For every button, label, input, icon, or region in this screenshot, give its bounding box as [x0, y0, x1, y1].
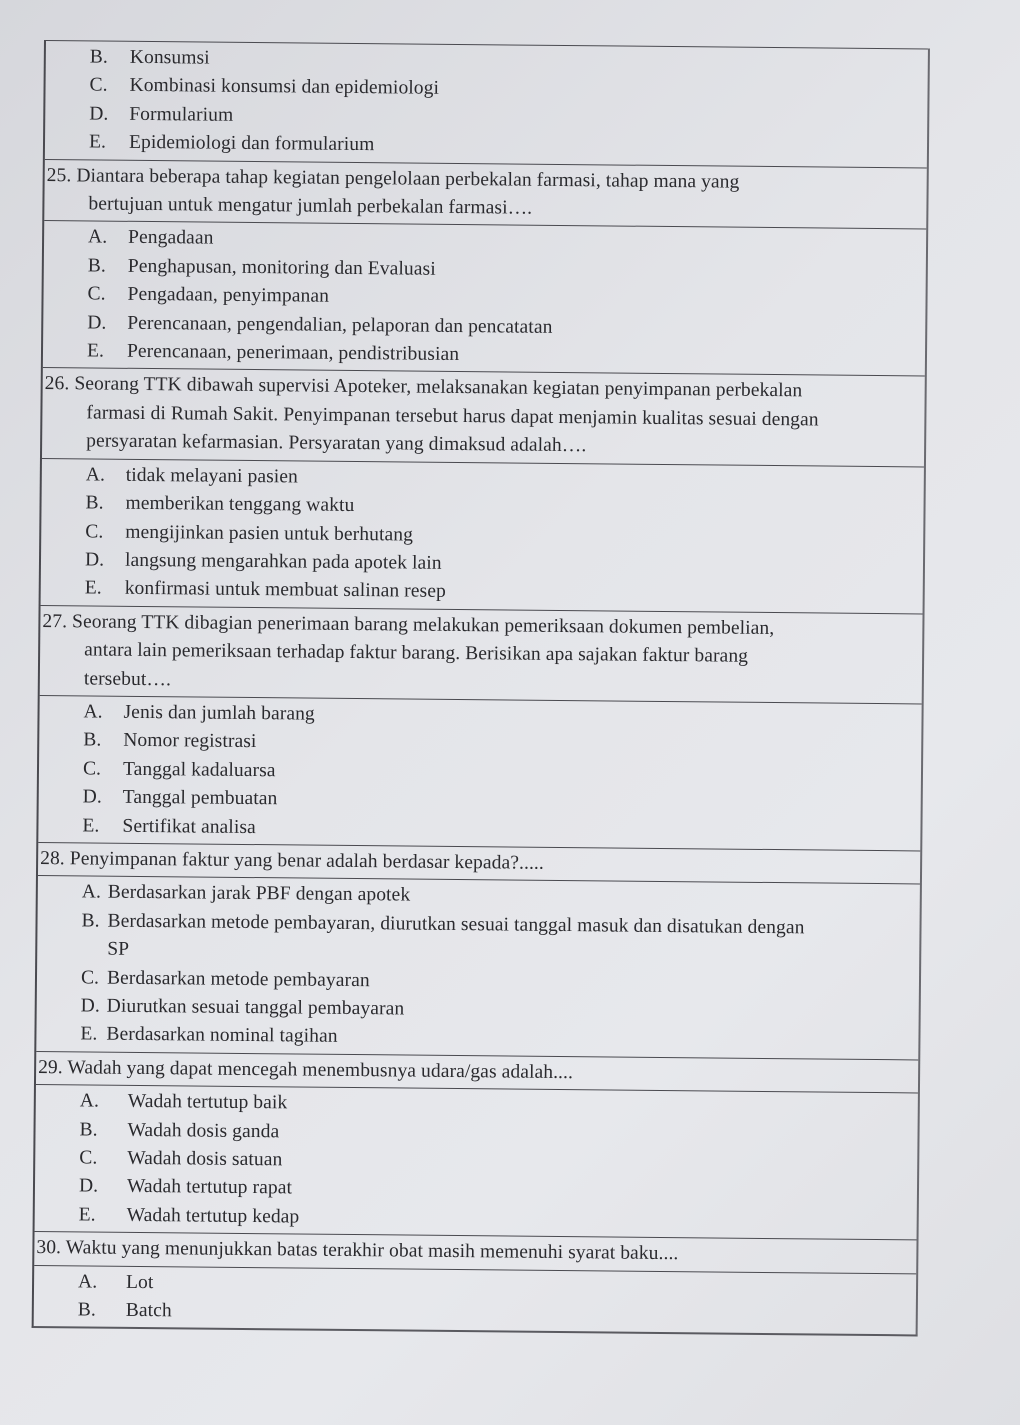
- option-d: D. Diurutkan sesuai tanggal pembayaran: [80, 995, 405, 1020]
- option-c: C. mengijinkan pasien untuk berhutang: [85, 520, 414, 546]
- option-e: E. Wadah tertutup kedap: [78, 1204, 300, 1228]
- option-a: A. Lot: [77, 1271, 154, 1293]
- option-d: D. Perencanaan, pengendalian, pelaporan dan pencatatan: [87, 312, 553, 338]
- question-30-options: [34, 1265, 917, 1335]
- question-27: [40, 605, 923, 704]
- option-c: C. Berdasarkan metode pembayaran: [80, 966, 370, 991]
- question-text: 29. Wadah yang dapat mencegah menembusnya udara/gas adalah....: [38, 1056, 574, 1083]
- question-27-options: [38, 695, 921, 850]
- question-text-cont: persyaratan kefarmasian. Persyaratan yang dimaksud adalah….: [86, 430, 587, 457]
- option-e: E. Epidemiologi dan formularium: [88, 131, 375, 156]
- question-25: [44, 159, 927, 229]
- option-c: C. Kombinasi konsumsi dan epidemiologi: [89, 74, 440, 100]
- option-b: B. Batch: [77, 1299, 172, 1322]
- option-d: D. Tanggal pembuatan: [82, 786, 278, 810]
- option-b: B. Nomor registrasi: [83, 729, 257, 753]
- option-c: C. Pengadaan, penyimpanan: [87, 283, 330, 307]
- exam-sheet: [32, 40, 930, 1337]
- question-text: 28. Penyimpanan faktur yang benar adalah berdasar kepada?.....: [40, 847, 545, 874]
- option-c: C. Wadah dosis satuan: [79, 1147, 283, 1171]
- question-text: 27. Seorang TTK dibagian penerimaan barang melakukan pemeriksaan dokumen pembelian,: [42, 610, 775, 639]
- option-b: B. Konsumsi: [89, 46, 210, 69]
- option-e: E. Berdasarkan nominal tagihan: [80, 1023, 338, 1048]
- option-e: E. konfirmasi untuk membuat salinan resep: [84, 577, 446, 603]
- question-text: 30. Waktu yang menunjukkan batas terakhir obat masih memenuhi syarat baku....: [36, 1237, 679, 1265]
- option-a: A. Berdasarkan jarak PBF dengan apotek: [81, 881, 411, 906]
- option-b: B. Berdasarkan metode pembayaran, diurutkan sesuai tanggal masuk dan disatukan dengan: [81, 910, 805, 939]
- question-26-options: [41, 458, 924, 613]
- option-b: B. Wadah dosis ganda: [79, 1119, 280, 1142]
- option-d: D. langsung mengarahkan pada apotek lain: [84, 549, 442, 574]
- option-a: A. Wadah tertutup baik: [79, 1090, 288, 1114]
- question-25-options: [43, 220, 926, 375]
- question-text-cont: bertujuan untuk mengatur jumlah perbekalan farmasi….: [88, 193, 533, 219]
- question-table: [32, 40, 930, 1337]
- option-b-cont: SP: [107, 938, 130, 961]
- option-a: A. Pengadaan: [88, 226, 214, 250]
- question-28-options: [36, 875, 920, 1059]
- option-b: B. Penghapusan, monitoring dan Evaluasi: [87, 255, 436, 280]
- question-26: [42, 367, 925, 466]
- question-text-cont: tersebut….: [83, 667, 172, 690]
- option-e: E. Sertifikat analisa: [82, 814, 256, 838]
- question-text-cont: farmasi di Rumah Sakit. Penyimpanan tersebut harus dapat menjamin kualitas sesuai dengan: [86, 402, 819, 431]
- option-d: D. Wadah tertutup rapat: [78, 1175, 293, 1199]
- q24-options-row: [45, 40, 928, 167]
- option-e: E. Perencanaan, penerimaan, pendistribusian: [86, 340, 460, 366]
- question-text: 25. Diantara beberapa tahap kegiatan pengelolaan perbekalan farmasi, tahap mana yang: [46, 164, 740, 193]
- option-b: B. memberikan tenggang waktu: [85, 492, 355, 517]
- question-29-options: [35, 1084, 918, 1239]
- option-a: A. Jenis dan jumlah barang: [83, 701, 315, 725]
- option-d: D. Formularium: [89, 103, 234, 126]
- question-text: 26. Seorang TTK dibawah supervisi Apoteker, melaksanakan kegiatan penyimpanan perbekalan: [44, 373, 803, 402]
- option-a: A. tidak melayani pasien: [85, 464, 299, 488]
- question-text-cont: antara lain pemeriksaan terhadap faktur barang. Berisikan apa sajakan faktur barang: [84, 639, 749, 667]
- option-c: C. Tanggal kadaluarsa: [82, 758, 276, 782]
